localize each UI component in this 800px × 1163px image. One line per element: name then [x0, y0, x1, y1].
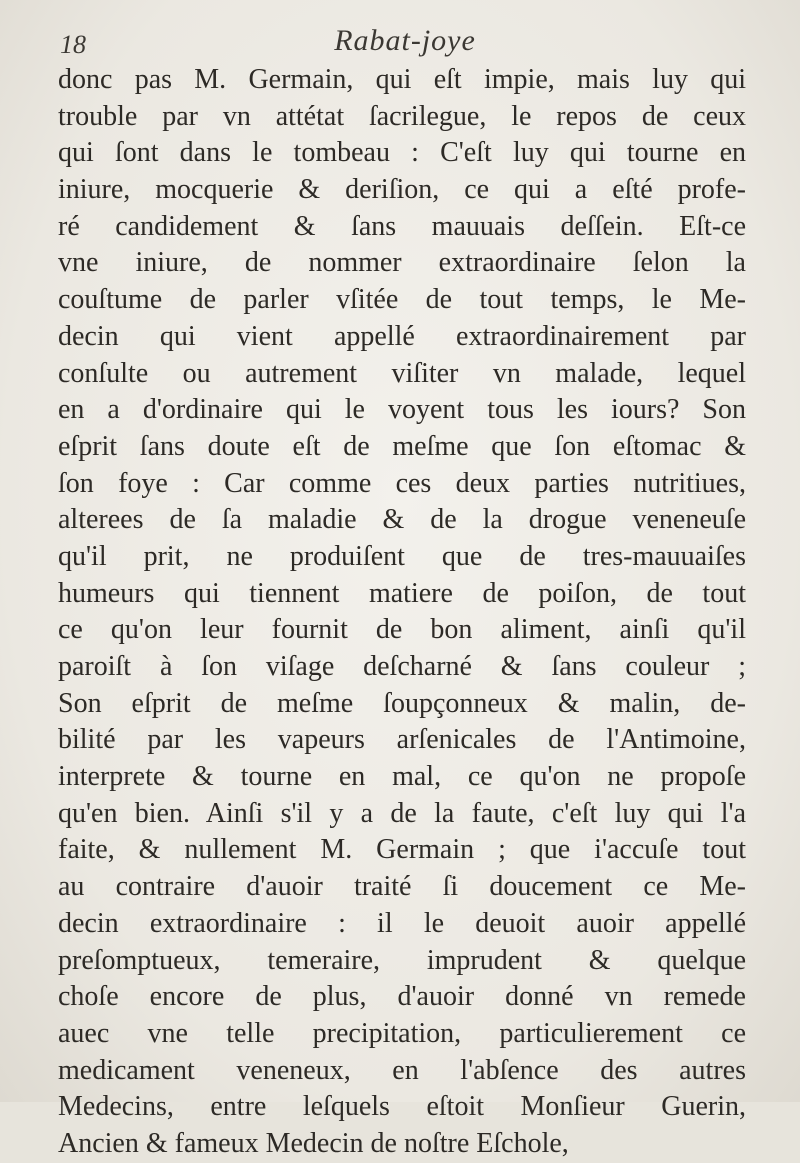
text-line: Ancien & fameux Medecin de noſtre Eſchole,: [58, 1127, 569, 1159]
running-title: Rabat-joye: [334, 24, 476, 57]
text-line: ce qu'on leur fournit de bon aliment, ainſi qu'il: [58, 614, 746, 646]
text-line: paroiſt à ſon viſage deſcharné & ſans couleur ;: [58, 651, 746, 682]
text-line: eſprit ſans doute eſt de meſme que ſon eſtomac &: [58, 430, 746, 462]
text-line: decin extraordinaire : il le deuoit auoir appellé: [58, 907, 746, 939]
text-line: donc pas M. Germain, qui eſt impie, mais luy qui: [58, 64, 746, 95]
text-line: iniure, mocquerie & deriſion, ce qui a eſté profe-: [58, 174, 746, 206]
text-line: qui ſont dans le tombeau : C'eſt luy qui tourne en: [58, 137, 746, 169]
text-line: humeurs qui tiennent matiere de poiſon, de tout: [58, 577, 746, 609]
text-line: qu'en bien. Ainſi s'il y a de la faute, c'eſt luy qui l'a: [58, 797, 746, 829]
text-line: vne iniure, de nommer extraordinaire ſelon la: [58, 247, 746, 279]
text-line: medicament veneneux, en l'abſence des autres: [58, 1054, 746, 1086]
text-line: ſon foye : Car comme ces deux parties nutritiues,: [58, 467, 746, 499]
text-line: couſtume de parler vſitée de tout temps, le Me-: [58, 284, 746, 316]
text-line: conſulte ou autrement viſiter vn malade, lequel: [58, 357, 746, 389]
text-line: decin qui vient appellé extraordinairement par: [58, 320, 746, 352]
page-header: [60, 18, 750, 66]
text-line: ré candidement & ſans mauuais deſſein. Eſt-ce: [58, 210, 746, 242]
text-line: Son eſprit de meſme ſoupçonneux & malin, de-: [58, 687, 746, 719]
text-line: faite, & nullement M. Germain ; que i'accuſe tout: [58, 834, 746, 866]
text-line: en a d'ordinaire qui le voyent tous les iours? Son: [58, 394, 746, 426]
text-line: alterees de ſa maladie & de la drogue veneneuſe: [58, 504, 746, 536]
page-number: 18: [60, 30, 86, 59]
text-line: preſomptueux, temeraire, imprudent & quelque: [58, 944, 746, 976]
text-line: au contraire d'auoir traité ſi doucement ce Me-: [58, 871, 746, 903]
text-line: choſe encore de plus, d'auoir donné vn remede: [58, 981, 746, 1013]
text-line: qu'il prit, ne produiſent que de tres-mauuaiſes: [58, 540, 746, 572]
text-line: Medecins, entre leſquels eſtoit Monſieur Guerin,: [58, 1091, 746, 1123]
text-line: bilité par les vapeurs arſenicales de l'Antimoine,: [58, 724, 746, 756]
text-line: interprete & tourne en mal, ce qu'on ne propoſe: [58, 761, 746, 793]
body-text: [58, 62, 746, 1163]
text-line: trouble par vn attétat ſacrilegue, le repos de ceux: [58, 100, 746, 132]
text-line: auec vne telle precipitation, particulierement ce: [58, 1017, 746, 1049]
